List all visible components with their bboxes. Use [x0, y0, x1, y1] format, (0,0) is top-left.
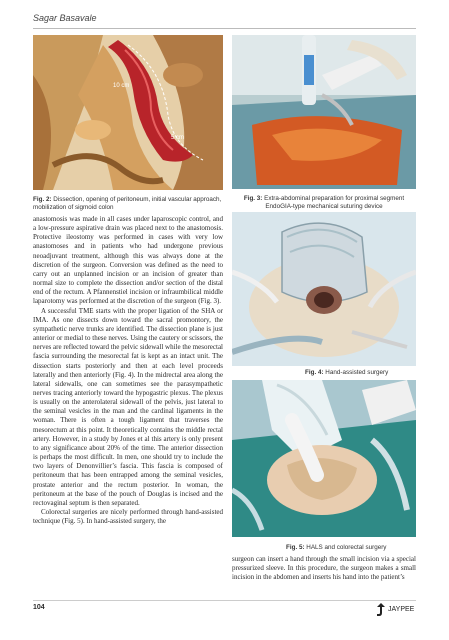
running-header-author: Sagar Basavale — [33, 13, 97, 23]
measurement-label-10cm: 10 cm — [113, 83, 130, 89]
body-text-right-column: surgeon can insert a hand through the small incision via a special pressurized sleeve. In this procedure, the surgeon makes a small incision in the abdomen and inserts his hand into the patient’s — [232, 555, 416, 582]
figure-3-caption-line2: EndoGIA-type mechanical suturing device — [265, 203, 383, 210]
body-paragraph-3: Colorectal surgeries are nicely performed through hand-assisted technique (Fig. 5). In hand-assisted surgery, the — [33, 508, 223, 526]
figure-5-label: Fig. 5: — [286, 544, 305, 551]
publisher-logo — [376, 602, 418, 618]
figure-2-drawing — [33, 35, 223, 190]
measurement-label-5cm: 5 cm — [171, 135, 185, 141]
body-text-left-column — [33, 215, 223, 526]
publisher-logo-icon — [376, 603, 386, 617]
figure-5-caption — [286, 544, 416, 552]
figure-2-caption-text: Dissection, opening of peritoneum, initial vascular approach, mobilization of sigmoid colon — [33, 196, 222, 211]
figure-2-label: Fig. 2: — [33, 196, 52, 203]
figure-4-drawing — [232, 212, 416, 366]
page-number: 104 — [33, 604, 45, 611]
figure-3-caption-line1: Extra-abdominal preparation for proximal segment — [264, 195, 405, 202]
header-rule — [33, 28, 416, 29]
figure-5-drawing — [232, 380, 416, 537]
footer-rule — [33, 600, 416, 601]
publisher-name: JAYPEE — [388, 606, 415, 613]
figure-4-photo — [232, 212, 416, 366]
figure-3-label: Fig. 3: — [243, 195, 263, 202]
figure-2-caption — [33, 196, 223, 212]
figure-5-photo — [232, 380, 416, 537]
body-paragraph-2: A successful TME starts with the proper ligation of the SHA or IMA. As one dissects down toward the sacral promontory, the sympathetic nerve trunks are identified. The dissection plane is just anterior or medial to these nerves. Using the cautery or scissors, the nerves are reflected toward the pelvic sidewall while the mesorectal fascia surrounding the mesorectal fat is kept as an intact unit. The dissection starts posteriorly and then at each level proceeds laterally and then anteriorly (Fig. 4). In the midrectal area along the lateral sidewalls, one can sometimes see the parasympathetic nerves tracing anteriorly toward the hypogastric plexus. The plexus is usually on the anterolateral sidewall of the pelvis, just lateral to the seminal vesicles in the man and the cardinal ligaments in the woman. There is often a tough ligament that traverses the mesorectum at this point. It theoretically contains the middle rectal artery. However, in a study by Jones et al this artery is only present to any significance about 20% of the time. The anterior dissection is perhaps the most difficult. In men, one should try to include the two layers of Denonvillier’s fascia. This fascia is composed of peritoneum that has been entrapped among the seminal vesicles, prostate anterior and the rectum posterior. In woman, the peritoneum at the base of the pouch of Douglas is incised and the rectovaginal septum is then separated. — [33, 306, 223, 507]
figure-3-drawing — [232, 35, 416, 189]
figure-5-caption-text: HALS and colorectal surgery — [306, 544, 387, 551]
figure-3-caption — [232, 195, 416, 211]
figure-4-label: Fig. 4: — [305, 369, 324, 376]
figure-4-caption — [305, 369, 415, 377]
figure-4-caption-text: Hand-assisted surgery — [325, 369, 389, 376]
body-paragraph-1: anastomosis was made in all cases under laparoscopic control, and a low-pressure aspirative drain was placed next to the anastomosis. Protective ileostomy was performed in cases with very low anastomoses and in patients who had undergone previous neoadjuvant treatment, although this was always done at the discretion of the surgeon. Conversion was defined as the need to carry out an unplanned incision or an incision of greater than normal size to complete the dissection and/or section of the distal end of the rectum. A Pfannenstiel incision or infraumbilical middle laparotomy was performed at the discretion of the surgeon (Fig. 3). — [33, 215, 223, 306]
figure-2-illustration — [33, 35, 223, 190]
figure-3-photo — [232, 35, 416, 189]
